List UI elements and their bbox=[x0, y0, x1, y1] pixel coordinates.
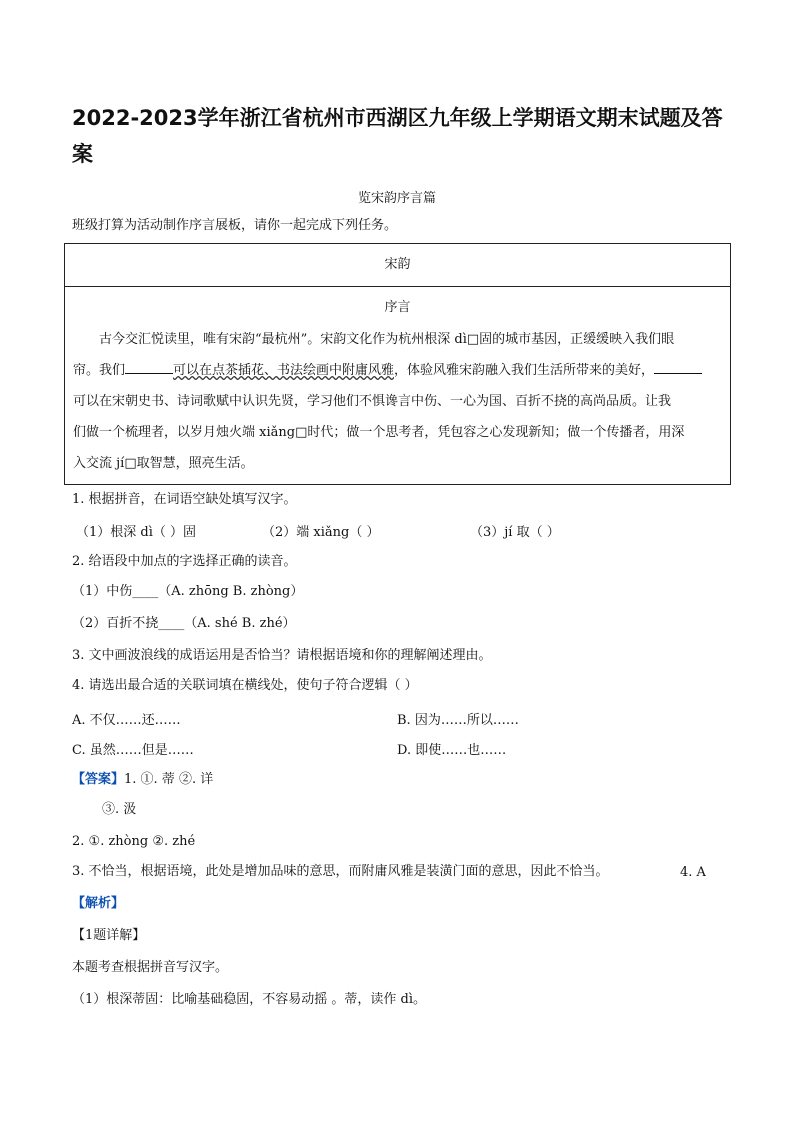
answer-1b: ③. 汲 bbox=[102, 802, 137, 817]
q1-item-2: （2）端 xiǎng（ ） bbox=[262, 525, 380, 540]
option-d: D. 即使……也…… bbox=[397, 743, 507, 758]
answer-line-1 bbox=[72, 771, 213, 789]
para-line-2c: ，体验风雅宋韵融入我们生活所带来的美好， bbox=[394, 363, 655, 378]
analysis-label: 【解析】 bbox=[72, 896, 125, 911]
analysis-subheading: 【1题详解】 bbox=[72, 928, 146, 943]
analysis-line-2: （1）根深蒂固：比喻基础稳固，不容易动摇 。蒂，读作 dì。 bbox=[72, 992, 427, 1007]
board-subheading: 序言 bbox=[384, 300, 411, 315]
para-line-4: 们做一个梳理者，以岁月烛火端 xiǎng□时代；做一个思考者，凭包容之心发现新知；做一个传播者，用深 bbox=[73, 425, 685, 440]
title-line-2: 案 bbox=[72, 142, 93, 166]
intro-text: 班级打算为活动制作序言展板，请你一起完成下列任务。 bbox=[72, 218, 398, 233]
answer-4: 4. A bbox=[680, 865, 706, 880]
document-title bbox=[72, 100, 732, 172]
para-line-3: 可以在宋朝史书、诗词歌赋中认识先贤，学习他们不惧谗言中伤、一心为国、百折不挠的高尚品质。让我 bbox=[73, 394, 672, 409]
option-c: C. 虽然……但是…… bbox=[72, 743, 194, 758]
answer-2: 2. ①. zhòng ②. zhé bbox=[72, 834, 196, 849]
blank-2 bbox=[654, 359, 702, 374]
board-heading: 宋韵 bbox=[65, 244, 730, 287]
analysis-line-1: 本题考查根据拼音写汉字。 bbox=[72, 960, 229, 975]
question-2: 2. 给语段中加点的字选择正确的读音。 bbox=[72, 554, 297, 569]
q1-item-3: （3）jí 取（ ） bbox=[470, 525, 560, 540]
option-b: B. 因为……所以…… bbox=[397, 713, 519, 728]
q1-item-1: （1）根深 dì（ ）固 bbox=[76, 525, 197, 540]
question-4: 4. 请选出最合适的关联词填在横线处，使句子符合逻辑（ ） bbox=[72, 678, 418, 693]
title-line-1: 2022-2023学年浙江省杭州市西湖区九年级上学期语文期末试题及答 bbox=[72, 106, 723, 130]
para-line-2 bbox=[73, 355, 723, 386]
option-a: A. 不仅……还…… bbox=[72, 713, 181, 728]
answer-3: 3. 不恰当，根据语境，此处是增加品味的意思，而附庸风雅是装潢门面的意思，因此不恰当。 bbox=[72, 864, 609, 879]
question-1: 1. 根据拼音，在词语空缺处填写汉字。 bbox=[72, 492, 297, 507]
wavy-idiom: 可以在点茶插花、书法绘画中附庸风雅 bbox=[173, 363, 395, 378]
blank-1 bbox=[125, 359, 173, 374]
answer-tag: 【答案】 bbox=[72, 772, 125, 787]
q2-item-1: （1）中伤____（A. zhōng B. zhòng） bbox=[72, 584, 304, 599]
preface-paragraph bbox=[73, 324, 723, 479]
q2-item-2: （2）百折不挠____（A. shé B. zhé） bbox=[72, 616, 296, 631]
question-3: 3. 文中画波浪线的成语运用是否恰当？请根据语境和你的理解阐述理由。 bbox=[72, 648, 492, 663]
answer-1: 1. ①. 蒂 ②. 详 bbox=[124, 772, 214, 787]
section-heading: 览宋韵序言篇 bbox=[357, 191, 436, 206]
preface-board bbox=[64, 243, 731, 485]
para-line-5: 入交流 jí□取智慧，照亮生活。 bbox=[73, 456, 254, 471]
para-line-1: 古今交汇悦读里，唯有宋韵“最杭州”。宋韵文化作为杭州根深 dì□固的城市基因，正缓缓映入我们眼 bbox=[99, 332, 675, 347]
para-line-2a: 帘。我们 bbox=[73, 363, 126, 378]
analysis-tag bbox=[72, 895, 124, 913]
